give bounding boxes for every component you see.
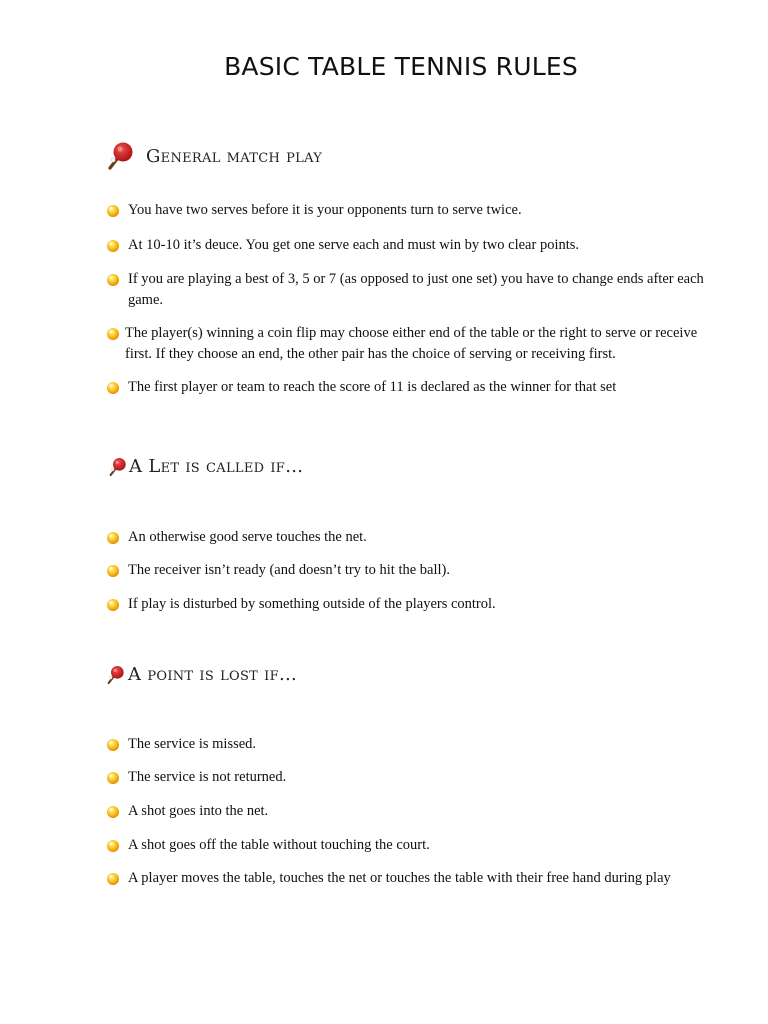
section-heading-point-lost bbox=[106, 664, 297, 685]
ping-pong-ball-icon bbox=[106, 273, 120, 287]
list-item: You have two serves before it is your opponents turn to serve twice. bbox=[106, 200, 706, 221]
ping-pong-ball-icon bbox=[106, 771, 120, 785]
ping-pong-ball-icon bbox=[106, 805, 120, 819]
ping-pong-ball-icon bbox=[106, 872, 120, 886]
list-item: The player(s) winning a coin flip may choose either end of the table or the right to serve or receive first. If they choose an end, the other pair has the choice of serving or receiving first. bbox=[106, 323, 706, 365]
page-title: BASIC TABLE TENNIS RULES bbox=[224, 52, 578, 81]
list-item: A shot goes into the net. bbox=[106, 801, 706, 822]
ping-pong-paddle-icon bbox=[106, 665, 126, 685]
ping-pong-ball-icon bbox=[106, 239, 120, 253]
list-item: A shot goes off the table without touching the court. bbox=[106, 835, 706, 856]
list-item: The first player or team to reach the score of 11 is declared as the winner for that set bbox=[106, 377, 706, 398]
section-heading-text: A point is lost if… bbox=[128, 664, 298, 685]
ping-pong-ball-icon bbox=[106, 598, 120, 612]
list-item: If you are playing a best of 3, 5 or 7 (as opposed to just one set) you have to change ends after each game. bbox=[106, 269, 706, 311]
list-item: A player moves the table, touches the net or touches the table with their free hand during play bbox=[106, 868, 736, 889]
ping-pong-ball-icon bbox=[106, 381, 120, 395]
section-heading-text: General match play bbox=[146, 145, 323, 167]
ping-pong-ball-icon bbox=[106, 204, 120, 218]
list-item: The service is missed. bbox=[106, 734, 706, 755]
ping-pong-ball-icon bbox=[106, 327, 120, 341]
ping-pong-paddle-icon bbox=[108, 457, 128, 477]
list-item: At 10-10 it’s deuce. You get one serve each and must win by two clear points. bbox=[106, 235, 706, 256]
section-heading-general-match-play bbox=[106, 141, 322, 171]
ping-pong-paddle-icon bbox=[106, 141, 136, 171]
ping-pong-ball-icon bbox=[106, 738, 120, 752]
section-heading-let bbox=[108, 456, 303, 477]
ping-pong-ball-icon bbox=[106, 839, 120, 853]
list-item: The receiver isn’t ready (and doesn’t try to hit the ball). bbox=[106, 560, 706, 581]
ping-pong-ball-icon bbox=[106, 564, 120, 578]
ping-pong-ball-icon bbox=[106, 531, 120, 545]
list-item: If play is disturbed by something outside of the players control. bbox=[106, 594, 706, 615]
list-item: An otherwise good serve touches the net. bbox=[106, 527, 706, 548]
section-heading-text: A Let is called if… bbox=[129, 456, 304, 477]
list-item: The service is not returned. bbox=[106, 767, 706, 788]
